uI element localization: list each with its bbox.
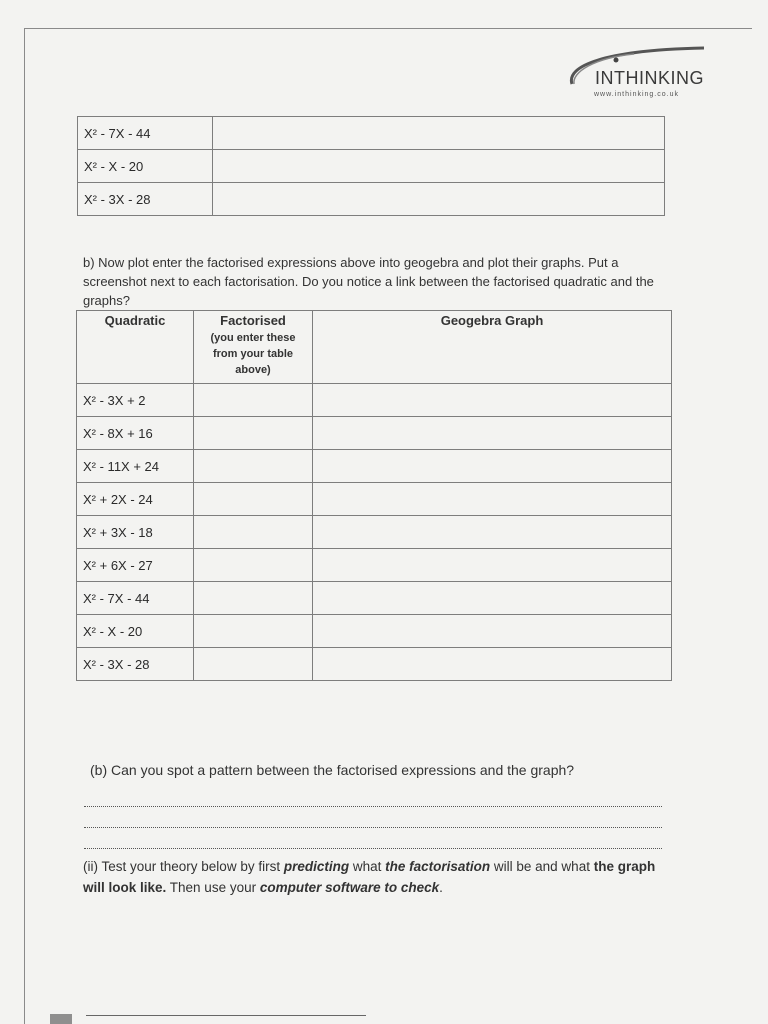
geogebra-table [76,310,672,681]
geogebra-graph-cell[interactable] [313,450,672,483]
table-row [77,483,672,516]
header-factorised-label: Factorised [220,313,286,328]
bottom-rule [86,1015,366,1016]
logo-wordmark: INTHINKING [595,68,705,88]
factorised-answer-cell[interactable] [213,183,665,216]
test-text-1: (ii) Test your theory below by first [83,859,284,874]
test-text-2: what [349,859,386,874]
quadratic-cell: X² - 11X + 24 [77,450,194,483]
factorised-cell[interactable] [194,516,313,549]
factorised-answer-cell[interactable] [213,117,665,150]
geogebra-graph-cell[interactable] [313,384,672,417]
test-emphasis-factorisation: the factorisation [385,859,491,874]
test-bold-graph: the graph will look like. [83,859,656,895]
top-factorise-table [77,116,665,216]
table-row [78,117,665,150]
quadratic-cell: X² + 6X - 27 [77,549,194,582]
quadratic-cell: X² - X - 20 [78,150,213,183]
quadratic-cell: X² + 2X - 24 [77,483,194,516]
factorised-answer-cell[interactable] [213,150,665,183]
factorised-cell[interactable] [194,549,313,582]
table-row [77,549,672,582]
scan-corner-mark [50,1014,72,1024]
quadratic-cell: X² - 3X + 2 [77,384,194,417]
factorised-cell[interactable] [194,483,313,516]
factorised-cell[interactable] [194,417,313,450]
quadratic-cell: X² - 3X - 28 [78,183,213,216]
pattern-question: (b) Can you spot a pattern between the factorised expressions and the graph? [90,762,575,778]
table-row [78,183,665,216]
quadratic-cell: X² - 7X - 44 [78,117,213,150]
test-theory-instruction [83,856,668,898]
table-row [77,648,672,681]
table-row [77,384,672,417]
header-geogebra-graph: Geogebra Graph [313,311,672,384]
table-row [77,450,672,483]
test-emphasis-software: computer software to check [259,880,440,895]
header-factorised-note: (you enter these from your table above) [210,332,296,376]
geogebra-graph-cell[interactable] [313,648,672,681]
quadratic-cell: X² - X - 20 [77,615,194,648]
inthinking-logo [564,44,714,106]
instruction-b: b) Now plot enter the factorised expressions above into geogebra and plot their graphs. Put a screenshot next to each factorisation. Do you notice a link between the factorised quadratic and the graphs? [83,255,654,308]
factorised-cell[interactable] [194,648,313,681]
table-header-row [77,311,672,384]
page-edge-top [24,28,752,29]
table-row [77,615,672,648]
table-row [77,582,672,615]
quadratic-cell: X² - 3X - 28 [77,648,194,681]
page-edge-left [24,28,25,1024]
geogebra-graph-cell[interactable] [313,582,672,615]
factorised-cell[interactable] [194,450,313,483]
test-emphasis-predicting: predicting [283,859,350,874]
test-text-3: will be and what [490,859,594,874]
header-factorised [194,311,313,384]
factorised-cell[interactable] [194,615,313,648]
test-text-5: . [439,880,443,895]
geogebra-graph-cell[interactable] [313,549,672,582]
answer-line-2[interactable] [84,827,662,828]
quadratic-cell: X² - 8X + 16 [77,417,194,450]
answer-line-1[interactable] [84,806,662,807]
geogebra-graph-cell[interactable] [313,417,672,450]
geogebra-graph-cell[interactable] [313,483,672,516]
logo-url: www.inthinking.co.uk [594,91,679,98]
quadratic-cell: X² + 3X - 18 [77,516,194,549]
test-text-4: Then use your [166,880,260,895]
geogebra-graph-cell[interactable] [313,615,672,648]
table-row [77,516,672,549]
geogebra-graph-cell[interactable] [313,516,672,549]
header-quadratic: Quadratic [77,311,194,384]
quadratic-cell: X² - 7X - 44 [77,582,194,615]
table-row [77,417,672,450]
factorised-cell[interactable] [194,582,313,615]
answer-line-3[interactable] [84,848,662,849]
table-row [78,150,665,183]
factorised-cell[interactable] [194,384,313,417]
